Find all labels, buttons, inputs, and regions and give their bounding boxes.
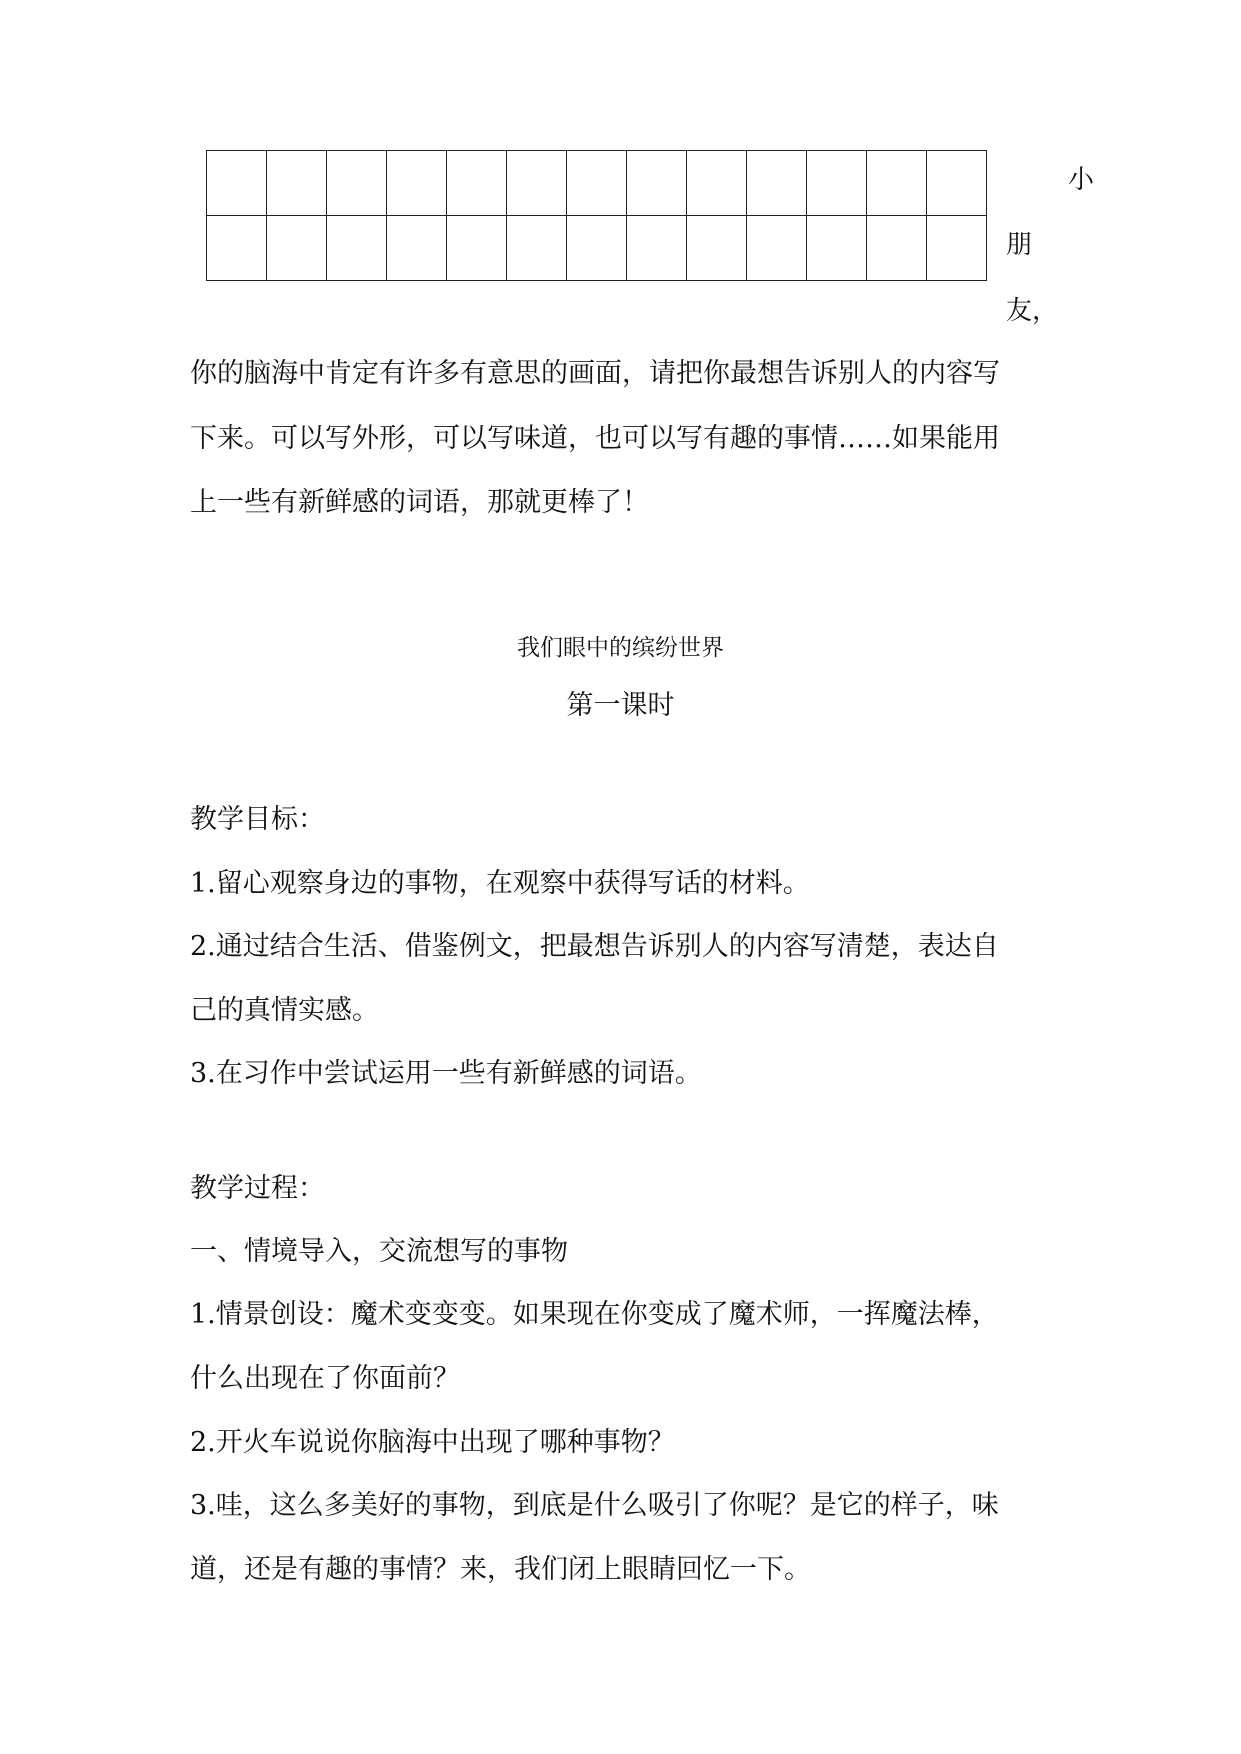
writing-grid-row: [207, 216, 987, 281]
process-line: 道，还是有趣的事情？来，我们闭上眼睛回忆一下。: [190, 1554, 811, 1585]
side-char-1: 小: [1068, 165, 1095, 195]
writing-grid-cell: [447, 216, 507, 281]
prompt-line: 上一些有新鲜感的词语，那就更棒了！: [190, 487, 649, 518]
side-char-3: 友，: [1006, 296, 1059, 326]
writing-grid-cell: [747, 151, 807, 216]
writing-grid: [206, 150, 987, 281]
process-line: 什么出现在了你面前？: [190, 1363, 460, 1394]
prompt-line: 你的脑海中肯定有许多有意思的画面，请把你最想告诉别人的内容写: [190, 358, 1000, 389]
writing-grid-cell: [567, 216, 627, 281]
writing-grid-cell: [447, 151, 507, 216]
writing-grid-cell: [327, 151, 387, 216]
writing-grid-cell: [567, 151, 627, 216]
lesson-title: 我们眼中的缤纷世界: [517, 635, 724, 661]
writing-grid-cell: [627, 151, 687, 216]
writing-grid-cell: [687, 216, 747, 281]
writing-grid-cell: [387, 216, 447, 281]
writing-grid-cell: [807, 216, 867, 281]
process-section-title: 一、情境导入，交流想写的事物: [190, 1236, 568, 1267]
prompt-line: 下来。可以写外形，可以写味道，也可以写有趣的事情……如果能用: [190, 423, 1000, 454]
writing-grid-cell: [267, 151, 327, 216]
writing-grid-cell: [327, 216, 387, 281]
process-heading: 教学过程：: [190, 1173, 325, 1204]
writing-grid-row: [207, 151, 987, 216]
objective-line: 2.通过结合生活、借鉴例文，把最想告诉别人的内容写清楚，表达自: [190, 931, 999, 962]
process-line: 3.哇，这么多美好的事物，到底是什么吸引了你呢？是它的样子，味: [190, 1490, 999, 1521]
process-line: 1.情景创设：魔术变变变。如果现在你变成了魔术师，一挥魔法棒，: [190, 1299, 999, 1330]
process-line: 2.开火车说说你脑海中出现了哪种事物？: [190, 1427, 675, 1458]
side-char-2: 朋: [1006, 230, 1033, 260]
writing-grid-cell: [207, 216, 267, 281]
writing-grid-cell: [747, 216, 807, 281]
writing-grid-cell: [927, 216, 987, 281]
writing-grid-body: [207, 151, 987, 281]
writing-grid-cell: [507, 151, 567, 216]
writing-grid-cell: [627, 216, 687, 281]
writing-grid-cell: [507, 216, 567, 281]
objectives-heading: 教学目标：: [190, 804, 325, 835]
writing-grid-cell: [387, 151, 447, 216]
writing-grid-cell: [687, 151, 747, 216]
writing-grid-cell: [267, 216, 327, 281]
writing-grid-cell: [807, 151, 867, 216]
lesson-subtitle: 第一课时: [566, 690, 675, 721]
writing-grid-cell: [867, 216, 927, 281]
objective-line: 己的真情实感。: [190, 995, 379, 1026]
objective-line: 1.留心观察身边的事物，在观察中获得写话的材料。: [190, 868, 810, 899]
writing-grid-cell: [927, 151, 987, 216]
objective-line: 3.在习作中尝试运用一些有新鲜感的词语。: [190, 1058, 702, 1089]
writing-grid-cell: [207, 151, 267, 216]
writing-grid-cell: [867, 151, 927, 216]
